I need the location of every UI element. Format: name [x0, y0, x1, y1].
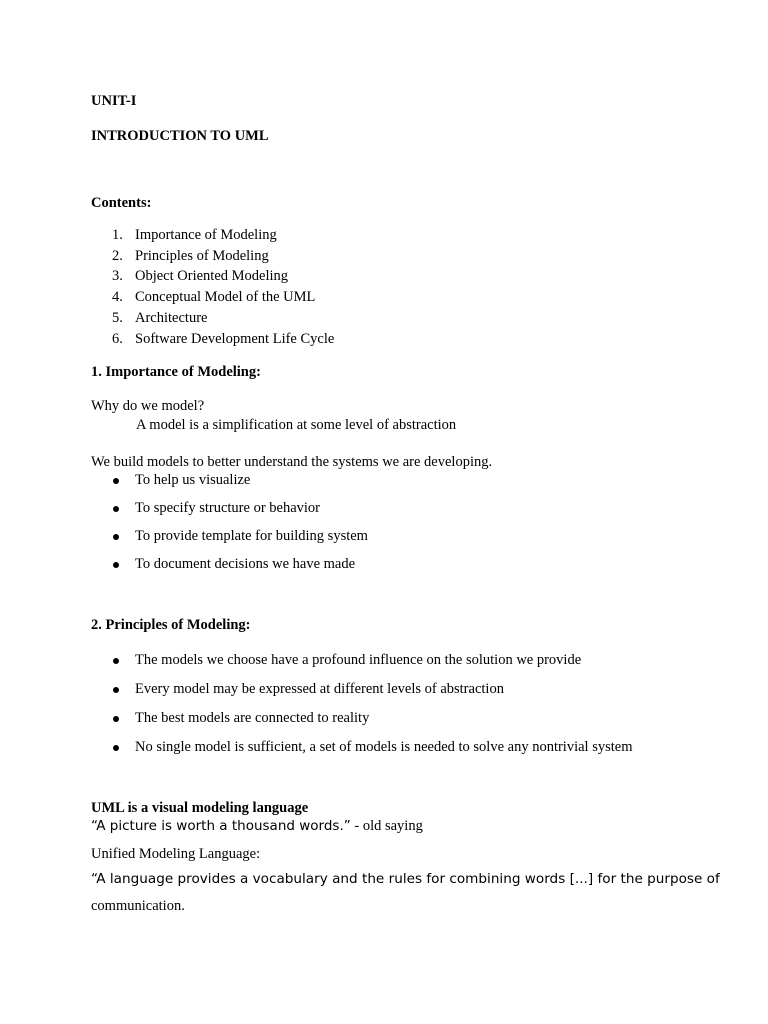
answer-text: A model is a simplification at some level of abstraction [136, 417, 457, 433]
contents-item-number: 5. [112, 310, 123, 326]
contents-item-label: Conceptual Model of the UML [135, 289, 316, 305]
contents-item-number: 4. [112, 289, 123, 305]
uml-heading: UML is a visual modeling language [91, 800, 309, 816]
definition-line-end: communication. [91, 898, 185, 914]
intro-paragraph: We build models to better understand the systems we are developing. [91, 454, 493, 470]
list-item: To document decisions we have made [135, 556, 356, 572]
unit-title: INTRODUCTION TO UML [91, 128, 269, 144]
bullet-icon [113, 745, 119, 751]
list-item: Every model may be expressed at different levels of abstraction [135, 681, 504, 697]
section-heading-importance: 1. Importance of Modeling: [91, 364, 261, 380]
contents-item-number: 6. [112, 331, 123, 347]
contents-item-label: Importance of Modeling [135, 227, 277, 243]
contents-item-number: 2. [112, 248, 123, 264]
question-text: Why do we model? [91, 398, 205, 414]
bullet-icon [113, 506, 119, 512]
uml-label: Unified Modeling Language: [91, 846, 261, 862]
contents-item-label: Object Oriented Modeling [135, 268, 289, 284]
quote-line [91, 818, 423, 835]
contents-item-label: Principles of Modeling [135, 248, 269, 264]
unit-label: UNIT-I [91, 93, 137, 109]
bullet-icon [113, 716, 119, 722]
definition-line: “A language provides a vocabulary and the rules for combining words [...] for the purpose of [91, 871, 720, 887]
contents-item-number: 1. [112, 227, 123, 243]
list-item: To help us visualize [135, 472, 251, 488]
bullet-icon [113, 658, 119, 664]
bullet-icon [113, 562, 119, 568]
list-item: The models we choose have a profound influence on the solution we provide [135, 652, 582, 668]
contents-item-label: Architecture [135, 310, 208, 326]
list-item: To specify structure or behavior [135, 500, 321, 516]
contents-heading: Contents: [91, 195, 152, 211]
contents-item-label: Software Development Life Cycle [135, 331, 335, 347]
bullet-icon [113, 534, 119, 540]
contents-item-number: 3. [112, 268, 123, 284]
quote-text: “A picture is worth a thousand words.” [91, 818, 351, 834]
quote-attribution: - old saying [350, 818, 423, 834]
section-heading-principles: 2. Principles of Modeling: [91, 617, 251, 633]
list-item: To provide template for building system [135, 528, 368, 544]
bullet-icon [113, 687, 119, 693]
bullet-icon [113, 478, 119, 484]
list-item: The best models are connected to reality [135, 710, 370, 726]
list-item: No single model is sufficient, a set of models is needed to solve any nontrivial system [135, 739, 633, 755]
